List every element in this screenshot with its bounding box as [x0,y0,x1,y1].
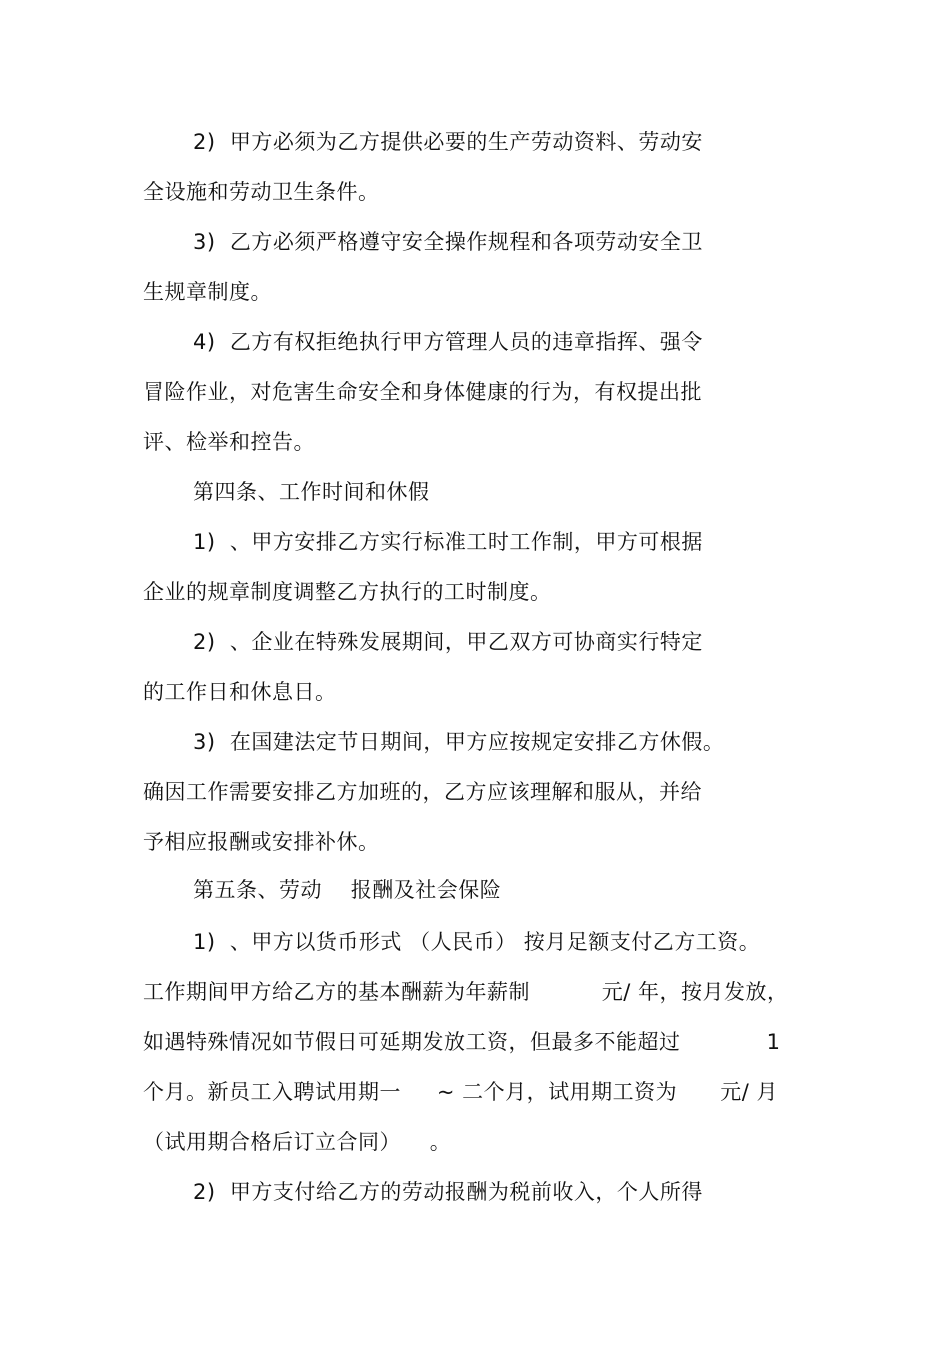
paragraph-line: 2) 甲方支付给乙方的劳动报酬为税前收入，个人所得 [193,1180,703,1204]
paragraph-line: 1) 、甲方安排乙方实行标准工时工作制，甲方可根据 [193,530,703,554]
paragraph-line: 2) 甲方必须为乙方提供必要的生产劳动资料、劳动安 [193,130,703,154]
paragraph-line: 3) 乙方必须严格遵守安全操作规程和各项劳动安全卫 [193,230,703,254]
paragraph-line: 2) 、企业在特殊发展期间，甲乙双方可协商实行特定 [193,630,703,654]
paragraph-line: 予相应报酬或安排补休。 [143,830,380,854]
paragraph-line: 评、检举和控告。 [143,430,315,454]
paragraph-line: 1) 、甲方以货币形式 （人民币） 按月足额支付乙方工资。 [193,930,761,954]
paragraph-line: 如遇特殊情况如节假日可延期发放工资，但最多不能超过 1 [143,1030,781,1054]
paragraph-line: 冒险作业，对危害生命安全和身体健康的行为，有权提出批 [143,380,702,404]
paragraph-line: 确因工作需要安排乙方加班的，乙方应该理解和服从，并给 [143,780,702,804]
paragraph-line: 全设施和劳动卫生条件。 [143,180,380,204]
paragraph-line: 的工作日和休息日。 [143,680,337,704]
paragraph-line: 生规章制度。 [143,280,272,304]
paragraph-line: 企业的规章制度调整乙方执行的工时制度。 [143,580,552,604]
section-heading: 第四条、工作时间和休假 [193,480,430,504]
paragraph-line: 4) 乙方有权拒绝执行甲方管理人员的违章指挥、强令 [193,330,703,354]
paragraph-line: （试用期合格后订立合同） 。 [143,1130,452,1154]
paragraph-line: 个月。新员工入聘试用期一 ~ 二个月，试用期工资为 元/ 月 [143,1080,778,1104]
paragraph-line: 3) 在国建法定节日期间，甲方应按规定安排乙方休假。 [193,730,725,754]
paragraph-line: 工作期间甲方给乙方的基本酬薪为年薪制 元/ 年，按月发放， [143,980,789,1004]
section-heading: 第五条、劳动 报酬及社会保险 [193,878,502,902]
